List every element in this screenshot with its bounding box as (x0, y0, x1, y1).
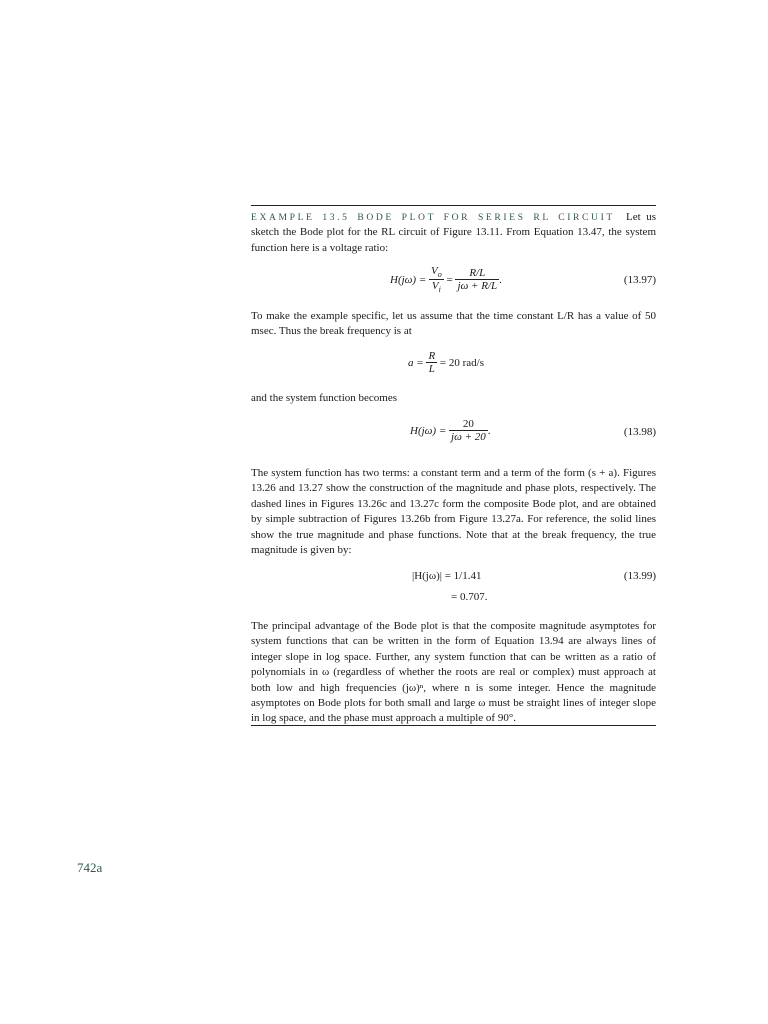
eq97-frac1-den-sub: i (438, 285, 441, 295)
top-rule (251, 205, 656, 206)
eq97-equals: = (446, 273, 453, 286)
equation-break-frequency (408, 350, 484, 375)
eq97-frac1-den: V (431, 280, 439, 293)
eq99-line1: |H(jω)| = 1/1.41 (412, 570, 482, 582)
eq-a-den: L (426, 362, 437, 375)
paragraph-5: The principal advantage of the Bode plot is that the composite magnitude asymptotes for system functions that can be written in the form of Equation 13.94 are always lines of integer slope in log space. Further, any system function that can be written as a ratio of polynomials in ω (regardless of whether the roots are real or complex) must approach at both low and high frequencies (jω)ⁿ, where n is some integer. Hence the magnitude asymptotes on Bode plots for both small and large ω must be straight lines of integer slope in log space, and the phase must approach a multiple of 90°. (251, 620, 656, 725)
eq97-tail: . (499, 273, 502, 286)
example-intro-text: Let us sketch the Bode plot for the RL circuit of Figure 13.11. From Equation 13.47, the system function here is a voltage ratio: (251, 211, 656, 254)
eq97-frac1-num-sub: o (437, 270, 442, 280)
eq97-lhs: H(jω) = (390, 273, 427, 286)
eq98-tail: . (487, 424, 491, 437)
paragraph-4: The system function has two terms: a constant term and a term of the form (s + a). Figures 13.26 and 13.27 show the construction of the magnitude and phase plots, respectively. The dashed lines in Figures 13.26c and 13.27c form the composite Bode plot, and are obtained by simple subtraction of Figures 13.26b from Figure 13.27a. For reference, the solid lines show the true magnitude and phase functions. Note that at the break frequency, the true magnitude is given by: (251, 467, 656, 557)
paragraph-3: and the system function becomes (251, 392, 398, 404)
eq97-frac2-den: jω + R/L (457, 280, 498, 293)
eq98-den: jω + 20 (451, 431, 486, 443)
eq-a-lhs: a = (408, 356, 424, 369)
bottom-rule (251, 725, 656, 726)
eq97-frac2-num: R/L (469, 267, 486, 280)
eq97-frac1 (429, 265, 444, 294)
eq97-number: (13.97) (623, 274, 656, 286)
eq98-frac (449, 418, 488, 443)
paragraph-2: To make the example specific, let us assume that the time constant L/R has a value of 50 msec. Thus the break frequency is at (251, 310, 656, 338)
eq-a-rhs: = 20 rad/s (439, 356, 485, 369)
eq97-frac2 (455, 267, 499, 292)
eq98-lhs: H(jω) = (410, 424, 447, 437)
eq99-line2: = 0.707. (451, 591, 488, 603)
equation-13-97 (390, 265, 502, 294)
example-heading: EXAMPLE 13.5 BODE PLOT FOR SERIES RL CIRCUIT (251, 212, 615, 223)
eq99-number: (13.99) (623, 570, 656, 582)
example-intro (251, 210, 656, 256)
eq97-frac1-num: V (431, 265, 438, 277)
page-number: 742a (77, 860, 103, 875)
eq98-number: (13.98) (623, 426, 656, 438)
eq-a-num: R (428, 350, 436, 362)
eq-a-frac (426, 350, 437, 375)
equation-13-98 (410, 418, 491, 443)
eq98-num: 20 (462, 418, 474, 430)
